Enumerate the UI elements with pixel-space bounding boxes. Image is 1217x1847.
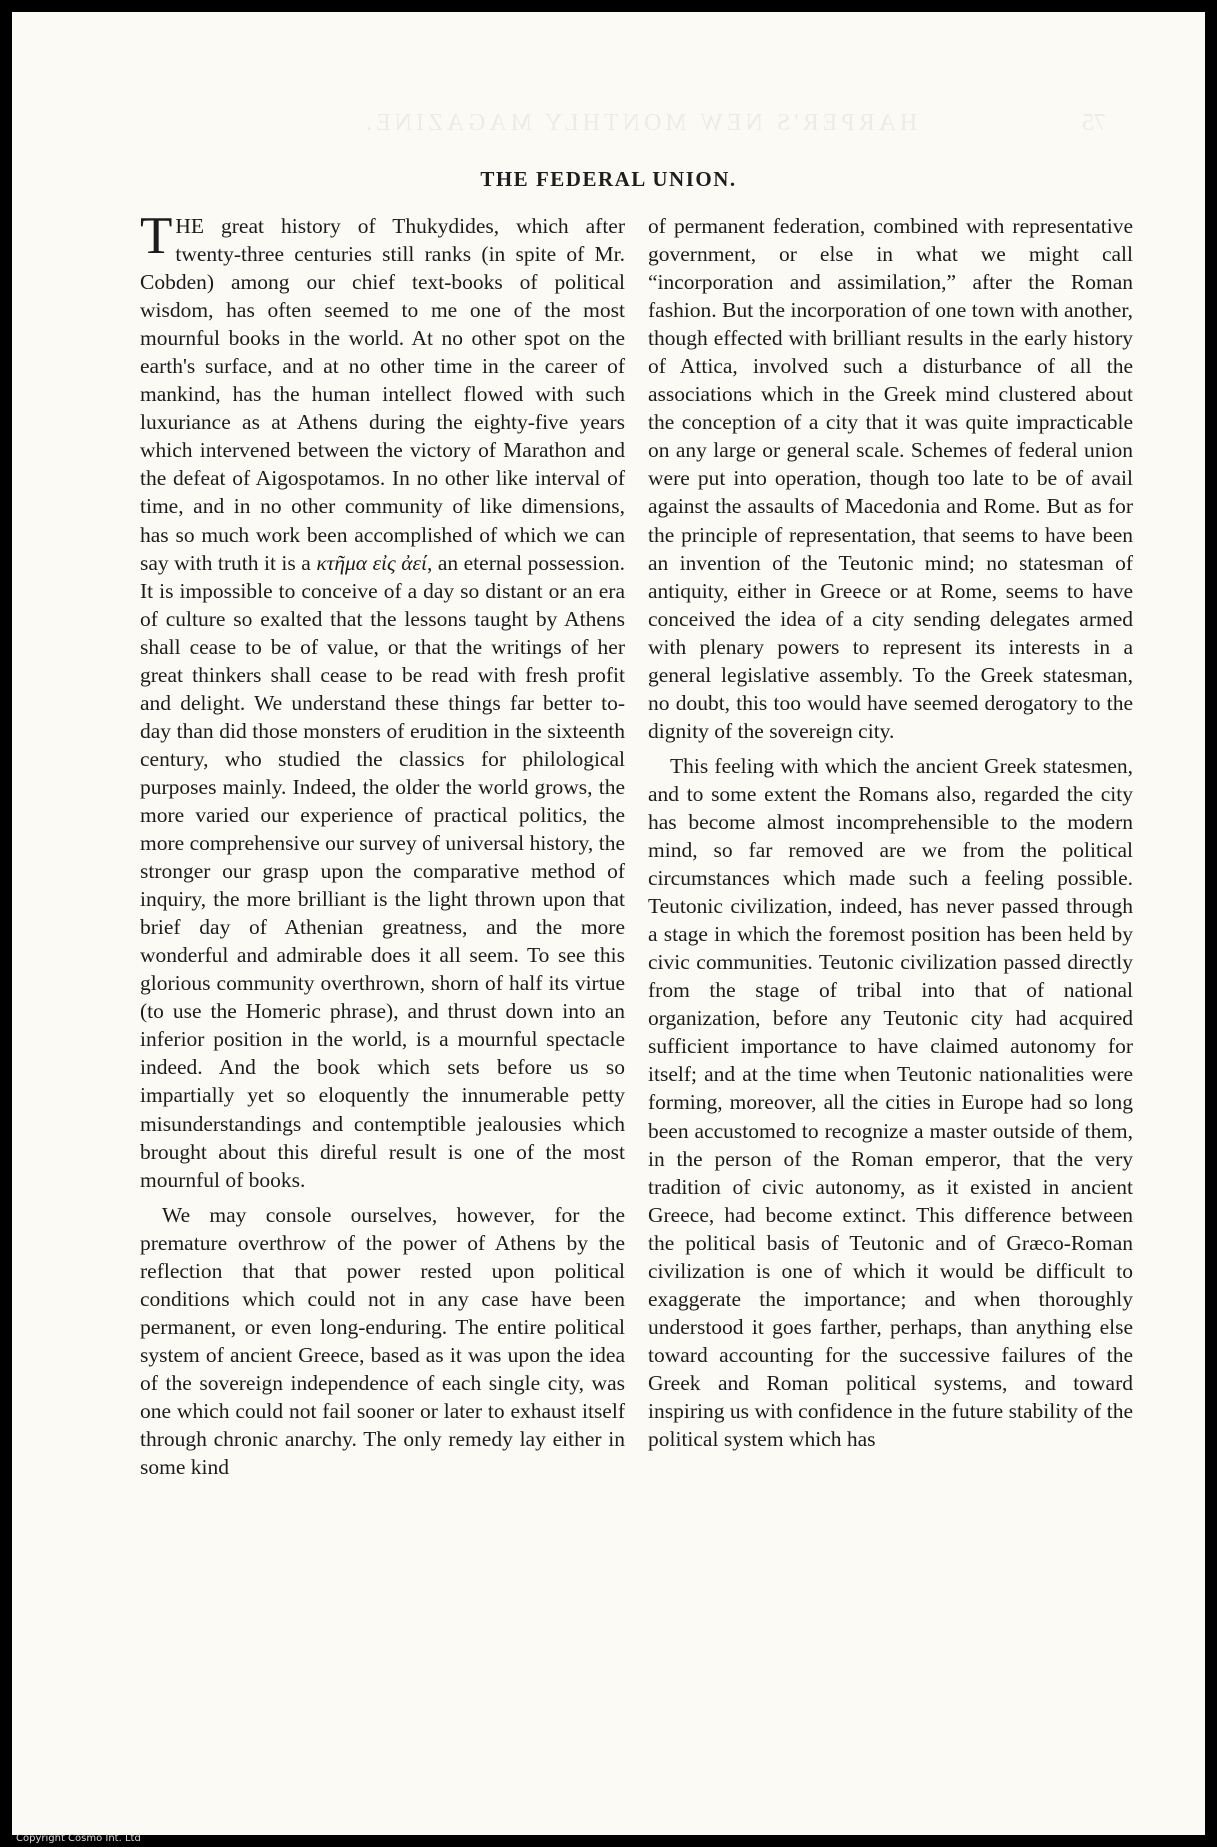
greek-phrase: κτῆμα εἰς ἀεί [316, 550, 427, 575]
drop-cap: T [140, 207, 173, 265]
paragraph-1 [140, 207, 625, 1194]
paragraph-3: of permanent federation, combined with representative government, or else in what we might call “incorporation and assimilation,” after the Roman fashion. But the incorporation of one town with another, though effected with brilliant results in the early history of Attica, involved such a disturbance of all the associations which in the Greek mind clustered about the conception of a city that it was quite impracticable on any large or general scale. Schemes of federal union were put into operation, though too late to be of avail against the assaults of Macedonia and Rome. But as for the principle of representation, that seems to have been an invention of the Teutonic mind; no statesman of antiquity, either in Greece or at Rome, seems to have conceived the idea of a city sending delegates armed with plenary powers to represent its interests in a general legislative assembly. To the Greek statesman, no doubt, this too would have seemed derogatory to the dignity of the sovereign city. [648, 214, 1133, 743]
paragraph-2: We may console ourselves, however, for the premature overthrow of the power of Athens by the reflection that that power rested upon political conditions which could not in any case have been permanent, or even long-enduring. The entire political system of ancient Greece, based as it was upon the idea of the sovereign independence of each single city, was one which could not fail sooner or later to exhaust itself through chronic anarchy. The only remedy lay either in some kind [140, 1202, 625, 1480]
page-scan [12, 12, 1205, 1844]
copyright-notice: Copyright Cosmo Int. Ltd [16, 1833, 141, 1844]
right-column [648, 212, 1133, 1453]
paragraph-1-text-a: HE great history of Thukydides, which after twenty-three centuries still ranks (in spite of Mr. Cobden) among our chief text-books of political wisdom, has often seemed to me one of the most mournful books in the world. At no other spot on the earth's surface, and at no other time in the career of mankind, has the human intellect flowed with such luxuriance as at Athens during the eighty-five years which intervened between the victory of Marathon and the defeat of Aigospotamos. In no other like interval of time, and in no other community of like dimensions, has so much work been accomplished of which we can say with truth it is a [140, 214, 625, 575]
bleed-through-page-number: 75 [1082, 110, 1106, 136]
left-column [140, 207, 625, 1481]
bleed-through-running-head: HARPER'S NEW MONTHLY MAGAZINE. [362, 110, 918, 136]
article-title: THE FEDERAL UNION. [480, 167, 737, 191]
paragraph-1-text-b: , an eternal possession. It is impossible to conceive of a day so distant or an era of culture so exalted that the lessons taught by Athens shall cease to be of value, or that the writings of her great thinkers shall cease to be read with fresh profit and delight. We understand these things far better to-day than did those monsters of erudition in the sixteenth century, who studied the classics for philological purposes mainly. Indeed, the older the world grows, the more varied our experience of practical politics, the more comprehensive our survey of universal history, the stronger our grasp upon the comparative method of inquiry, the more brilliant is the light thrown upon that brief day of Athenian greatness, and the more wonderful and admirable does it all seem. To see this glorious community overthrown, shorn of half its virtue (to use the Homeric phrase), and thrust down into an inferior position in the world, is a mournful spectacle indeed. And the book which sets before us so impartially yet so eloquently the innumerable petty misunderstandings and contemptible jealousies which brought about this direful result is one of the most mournful of books. [140, 550, 625, 1192]
paragraph-4: This feeling with which the ancient Greek statesmen, and to some extent the Romans also, regarded the city has become almost incomprehensible to the modern mind, so far removed are we from the political circumstances which made such a feeling possible. Teutonic civilization, indeed, has never passed through a stage in which the foremost position has been held by civic communities. Teutonic civilization passed directly from the stage of tribal into that of national organization, before any Teutonic city had acquired sufficient importance to have claimed autonomy for itself; and at the time when Teutonic nationalities were forming, moreover, all the cities in Europe had so long been accustomed to recognize a master outside of them, in the person of the Roman emperor, that the very tradition of civic autonomy, as it existed in ancient Greece, had become extinct. This difference between the political basis of Teutonic and of Græco-Roman civilization is one of which it would be difficult to exaggerate the importance; and when thoroughly understood it goes farther, perhaps, than anything else toward accounting for the successive failures of the Greek and Roman political systems, and toward inspiring us with confidence in the future stability of the political system which has [648, 753, 1133, 1452]
